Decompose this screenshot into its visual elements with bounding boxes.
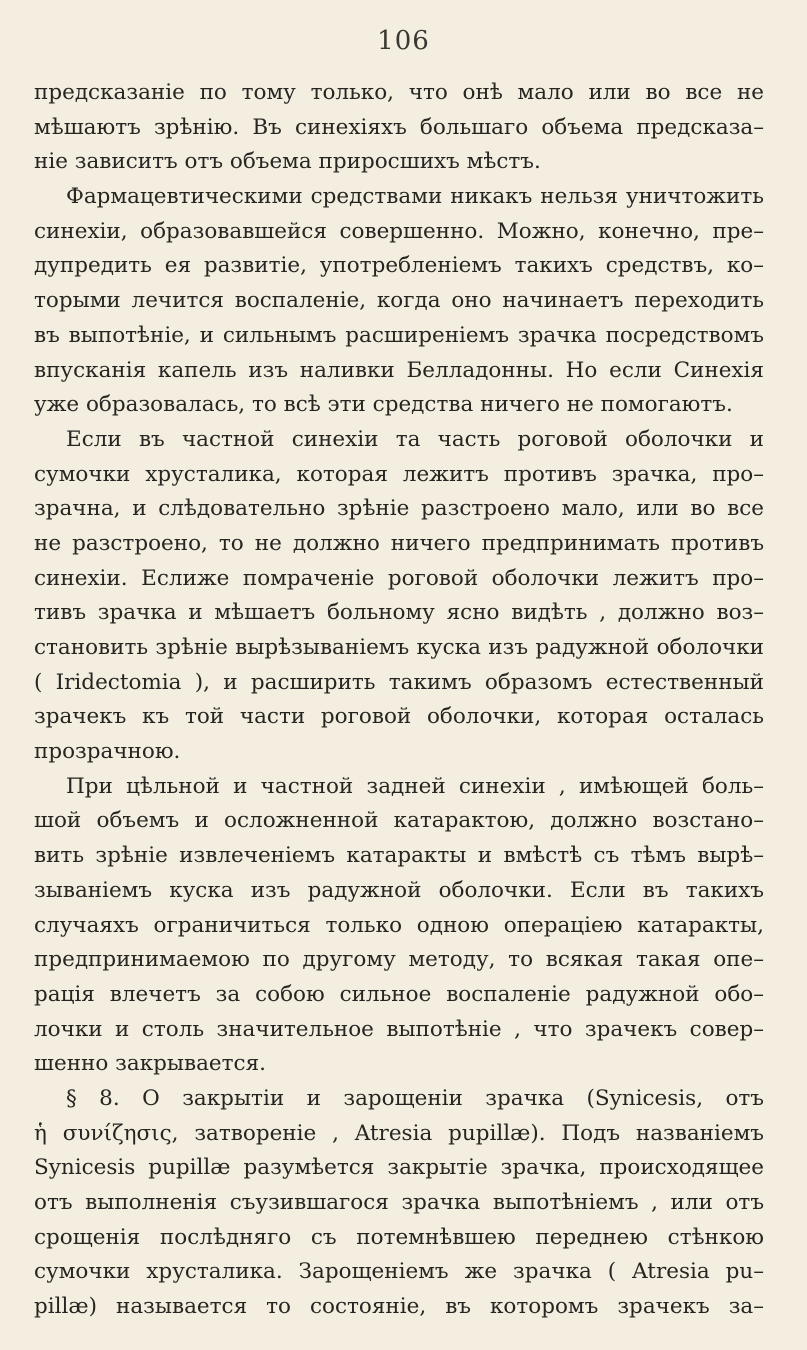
text-line: зываніемъ куска изъ радужной оболочки. Если въ такихъ xyxy=(34,877,764,903)
text-line: шенно закрывается. xyxy=(34,1051,266,1077)
text-line: Если въ частной синехіи та часть роговой оболочки и xyxy=(66,426,764,452)
text-line: рація влечетъ за собою сильное воспаленіе радужной обо– xyxy=(34,981,764,1007)
text-line: торыми лечится воспаленіе, когда оно начинаетъ переходить xyxy=(34,288,764,314)
text-line: шой объемъ и осложненной катарактою, должно возстано– xyxy=(34,808,764,834)
text-line: Фармацевтическими средствами никакъ нельзя уничтожить xyxy=(66,184,764,210)
body-text xyxy=(34,76,764,1325)
text-line: лочки и столь значительное выпотѣніе , что зрачекъ совер– xyxy=(34,1016,764,1042)
text-line: зрачекъ къ той части роговой оболочки, которая осталась xyxy=(34,704,764,730)
text-line: прозрачною. xyxy=(34,739,181,765)
text-line: зрачна, и слѣдовательно зрѣніе разстроено мало, или во все xyxy=(34,496,764,522)
text-line: мѣшаютъ зрѣнію. Въ синехіяхъ большаго объема предсказа– xyxy=(34,114,764,140)
text-line: вить зрѣніе извлеченіемъ катаракты и вмѣстѣ съ тѣмъ вырѣ– xyxy=(34,843,764,869)
text-line: сумочки хрусталика, которая лежитъ противъ зрачка, про– xyxy=(34,461,764,487)
text-line: pillæ) называется то состояніе, въ которомъ зрачекъ за– xyxy=(34,1294,764,1320)
text-line: ніе зависитъ отъ объема приросшихъ мѣстъ. xyxy=(34,149,541,175)
text-line: При цѣльной и частной задней синехіи , имѣющей боль– xyxy=(66,773,764,799)
text-line: дупредить ея развитіе, употребленіемъ такихъ средствъ, ко– xyxy=(34,253,764,279)
text-line: становить зрѣніе вырѣзываніемъ куска изъ радужной оболочки xyxy=(34,635,764,660)
text-line: § 8. О закрытіи и зарощеніи зрачка (Synicesis, отъ xyxy=(66,1085,764,1111)
text-line: тивъ зрачка и мѣшаетъ больному ясно видѣть , должно воз– xyxy=(34,600,764,626)
text-line: срощенія послѣдняго съ потемнѣвшею переднею стѣнкою xyxy=(34,1224,764,1250)
text-line: синехіи. Еслиже помраченіе роговой оболочки лежитъ про– xyxy=(34,565,764,591)
text-line: Synicesis pupillæ разумѣется закрытіе зрачка, происходящее xyxy=(34,1155,764,1181)
text-line: не разстроено, то не должно ничего предпринимать противъ xyxy=(34,530,764,556)
text-line: ( Iridectomia ), и расширить такимъ образомъ естественный xyxy=(34,669,764,695)
page-number: 106 xyxy=(377,26,430,56)
text-line: предсказаніе по тому только, что онѣ мало или во все не xyxy=(34,80,764,105)
text-line: уже образовалась, то всѣ эти средства ничего не помогаютъ. xyxy=(34,392,733,418)
text-line: сумочки хрусталика. Зарощеніемъ же зрачка ( Atresia pu– xyxy=(34,1259,764,1285)
text-line: случаяхъ ограничиться только одною операціею катаракты, xyxy=(34,912,764,938)
text-line: синехіи, образовавшейся совершенно. Можно, конечно, пре– xyxy=(34,218,764,244)
text-line: въ выпотѣніе, и сильнымъ расширеніемъ зрачка посредствомъ xyxy=(34,322,764,348)
text-line: ἡ συνίζησις, затвореніе , Atresia pupillæ). Подъ названіемъ xyxy=(34,1120,764,1146)
text-line: впусканія капель изъ наливки Белладонны. Но если Синехія xyxy=(34,357,764,383)
text-line: отъ выполненія съузившагося зрачка выпотѣніемъ , или отъ xyxy=(34,1190,764,1215)
text-line: предпринимаемою по другому методу, то всякая такая опе– xyxy=(34,947,764,973)
